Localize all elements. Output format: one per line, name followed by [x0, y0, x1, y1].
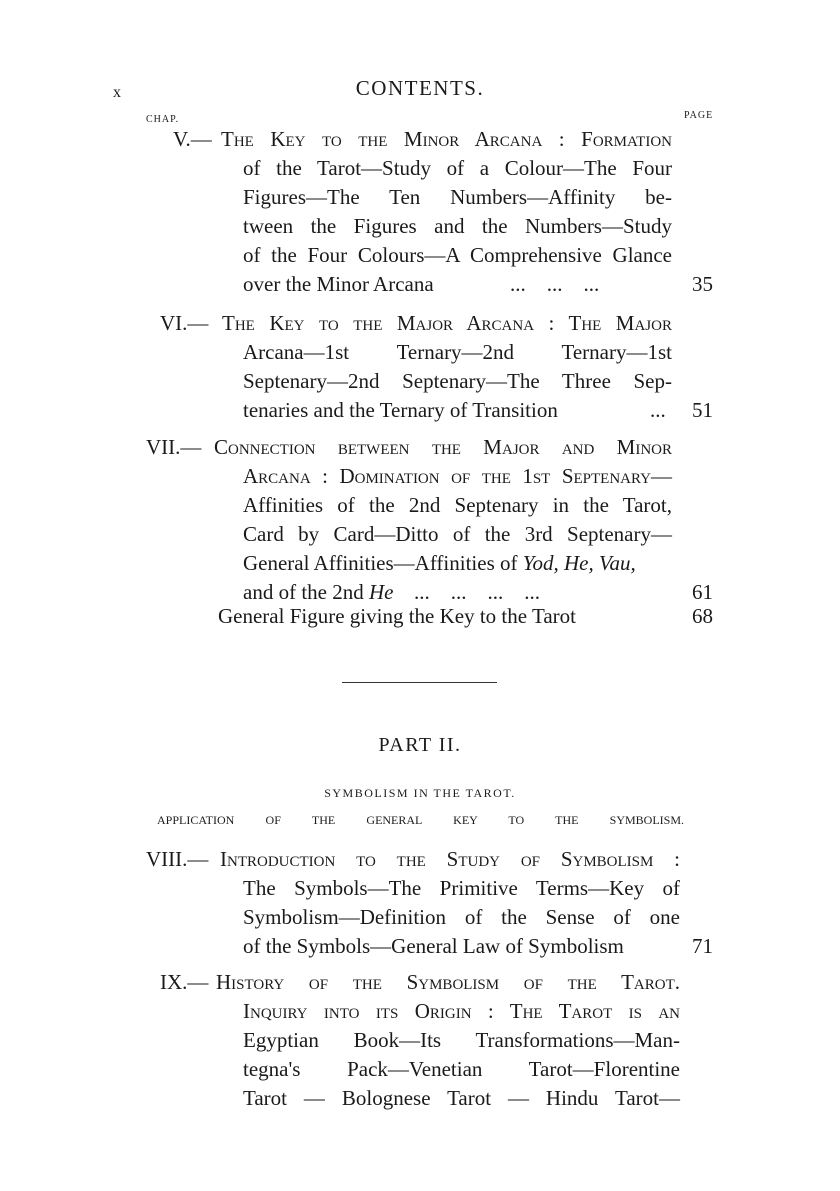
toc-line: The Symbols—The Primitive Terms—Key of — [243, 876, 680, 900]
toc-line — [243, 579, 393, 605]
toc-line: Symbolism—Definition of the Sense of one — [243, 905, 680, 929]
toc-line: of the Four Colours—A Comprehensive Glance — [243, 243, 672, 267]
chapter-number: VIII.— — [146, 847, 209, 871]
part-title: PART II. — [378, 734, 462, 756]
toc-line: History of the Symbolism of the Tarot. — [216, 970, 680, 994]
chap-column-label: CHAP. — [146, 114, 180, 125]
toc-line: Figures—The Ten Numbers—Affinity be- — [243, 185, 672, 209]
italic-he: He — [368, 580, 394, 604]
toc-line: General Figure giving the Key to the Tarot — [218, 604, 576, 628]
toc-line: of the Tarot—Study of a Colour—The Four — [243, 156, 672, 180]
page-number: 68 — [692, 604, 713, 628]
page-number: 51 — [692, 398, 713, 422]
section-divider — [342, 682, 497, 683]
leader-dots: ... ... ... ... — [414, 580, 540, 604]
toc-line: The Key to the Minor Arcana : Formation — [221, 127, 672, 151]
toc-line: Arcana : Domination of the 1st Septenary— — [243, 464, 672, 488]
toc-line — [243, 550, 636, 576]
toc-line: of the Symbols—General Law of Symbolism — [243, 934, 624, 958]
page-number: 61 — [692, 580, 713, 604]
leader-dots: ... — [650, 398, 666, 422]
chapter-number: IX.— — [160, 970, 209, 994]
toc-text: and of the 2nd — [243, 580, 369, 604]
page-number: 35 — [692, 272, 713, 296]
toc-line: Inquiry into its Origin : The Tarot is an — [243, 999, 680, 1023]
italic-names: Yod, He, Vau, — [522, 551, 636, 575]
chapter-number: VI.— — [160, 311, 209, 335]
page-column-label: PAGE — [684, 110, 714, 121]
toc-text: General Affinities—Affinities of — [243, 551, 523, 575]
part-application: APPLICATION OF THE GENERAL KEY TO THE SYMBOLISM. — [157, 813, 684, 827]
toc-line: tenaries and the Ternary of Transition — [243, 398, 558, 422]
folio-number: x — [113, 84, 121, 101]
chapter-number: VII.— — [146, 435, 202, 459]
page-number: 71 — [692, 934, 713, 958]
toc-line: Affinities of the 2nd Septenary in the Tarot, — [243, 493, 672, 517]
toc-line: over the Minor Arcana — [243, 272, 434, 296]
toc-line: Introduction to the Study of Symbolism : — [220, 847, 680, 871]
page-title: CONTENTS. — [355, 76, 485, 100]
toc-line: Septenary—2nd Septenary—The Three Sep- — [243, 369, 672, 393]
toc-line: Egyptian Book—Its Transformations—Man- — [243, 1028, 680, 1052]
toc-line: Card by Card—Ditto of the 3rd Septenary— — [243, 522, 672, 546]
toc-line: Connection between the Major and Minor — [214, 435, 672, 459]
part-subtitle: SYMBOLISM IN THE TAROT. — [324, 786, 516, 800]
toc-line: Tarot — Bolognese Tarot — Hindu Tarot— — [243, 1086, 680, 1110]
leader-dots: ... ... ... — [510, 272, 600, 296]
toc-line: The Key to the Major Arcana : The Major — [222, 311, 672, 335]
toc-line: tegna's Pack—Venetian Tarot—Florentine — [243, 1057, 680, 1081]
toc-line: tween the Figures and the Numbers—Study — [243, 214, 672, 238]
chapter-number: V.— — [173, 127, 212, 151]
toc-line: Arcana—1st Ternary—2nd Ternary—1st — [243, 340, 672, 364]
